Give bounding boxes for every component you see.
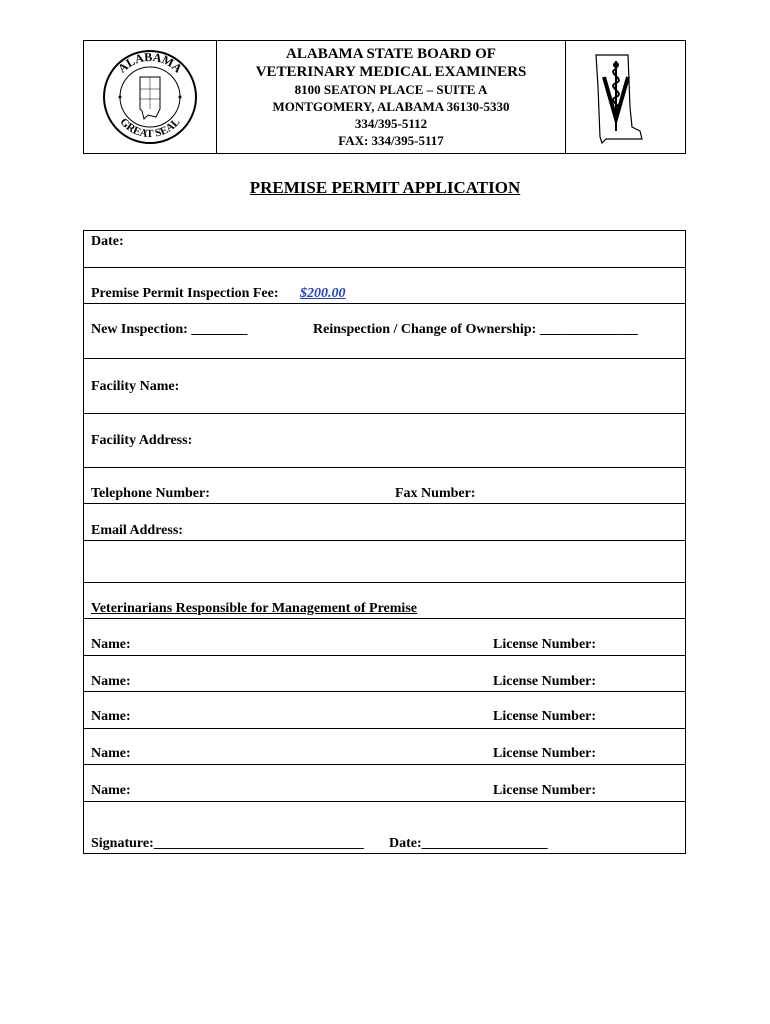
page-title: PREMISE PERMIT APPLICATION	[249, 178, 521, 197]
vet-row	[84, 729, 685, 765]
vet-name-label[interactable]: Name:	[91, 674, 131, 689]
vet-license-label[interactable]: License Number:	[493, 709, 597, 724]
signature-date-field[interactable]: Date:__________________	[389, 836, 548, 851]
vet-row	[84, 765, 685, 802]
blank-row	[84, 541, 685, 583]
vet-row	[84, 619, 685, 656]
vet-license-label[interactable]: License Number:	[493, 674, 597, 689]
reinspection-field[interactable]: Reinspection / Change of Ownership: ______________	[313, 322, 638, 337]
facility-address-row	[84, 414, 685, 468]
phone-number: 334/395-5112	[354, 116, 428, 131]
new-inspection-field[interactable]: New Inspection: ________	[91, 322, 248, 337]
facility-name-label[interactable]: Facility Name:	[91, 379, 180, 394]
vet-row	[84, 656, 685, 692]
vet-name-label[interactable]: Name:	[91, 709, 131, 724]
vet-name-label[interactable]: Name:	[91, 746, 131, 761]
vet-license-label[interactable]: License Number:	[493, 783, 597, 798]
letterhead	[83, 40, 686, 154]
org-name-line2: VETERINARY MEDICAL EXAMINERS	[255, 64, 527, 80]
vets-heading-row	[84, 583, 685, 619]
signature-row	[84, 802, 685, 853]
fee-label: Premise Permit Inspection Fee:	[91, 286, 279, 301]
alabama-veterinary-logo-icon	[586, 47, 666, 147]
board-info	[217, 41, 565, 153]
telephone-label[interactable]: Telephone Number:	[91, 486, 210, 501]
alabama-great-seal-icon	[100, 47, 200, 147]
email-label[interactable]: Email Address:	[91, 523, 183, 538]
vet-name-label[interactable]: Name:	[91, 783, 131, 798]
vet-license-label[interactable]: License Number:	[493, 746, 597, 761]
vet-license-label[interactable]: License Number:	[493, 637, 597, 652]
seal-top-text: ALABAMA	[115, 49, 185, 76]
org-name-line1: ALABAMA STATE BOARD OF	[286, 46, 496, 62]
signature-field[interactable]: Signature:______________________________	[91, 836, 364, 851]
seal-cell	[84, 41, 217, 153]
phone-fax-row	[84, 468, 685, 504]
date-row	[84, 231, 685, 268]
fee-row	[84, 268, 685, 304]
vets-heading: Veterinarians Responsible for Management of Premise	[91, 601, 417, 616]
facility-name-row	[84, 359, 685, 414]
fee-amount: $200.00	[300, 286, 346, 301]
address-line1: 8100 SEATON PLACE – SUITE A	[294, 82, 488, 97]
vet-row	[84, 692, 685, 729]
vet-logo-cell	[565, 41, 685, 153]
inspection-type-row	[84, 304, 685, 359]
date-label[interactable]: Date:	[91, 234, 124, 249]
vet-name-label[interactable]: Name:	[91, 637, 131, 652]
email-row	[84, 504, 685, 541]
application-form	[83, 230, 686, 854]
facility-address-label[interactable]: Facility Address:	[91, 433, 193, 448]
fax-number: FAX: 334/395-5117	[338, 133, 444, 148]
seal-bottom-text: GREAT SEAL	[117, 116, 183, 141]
svg-text:ALABAMA	[115, 50, 185, 76]
address-line2: MONTGOMERY, ALABAMA 36130-5330	[272, 99, 510, 114]
fax-number-label[interactable]: Fax Number:	[395, 486, 476, 501]
